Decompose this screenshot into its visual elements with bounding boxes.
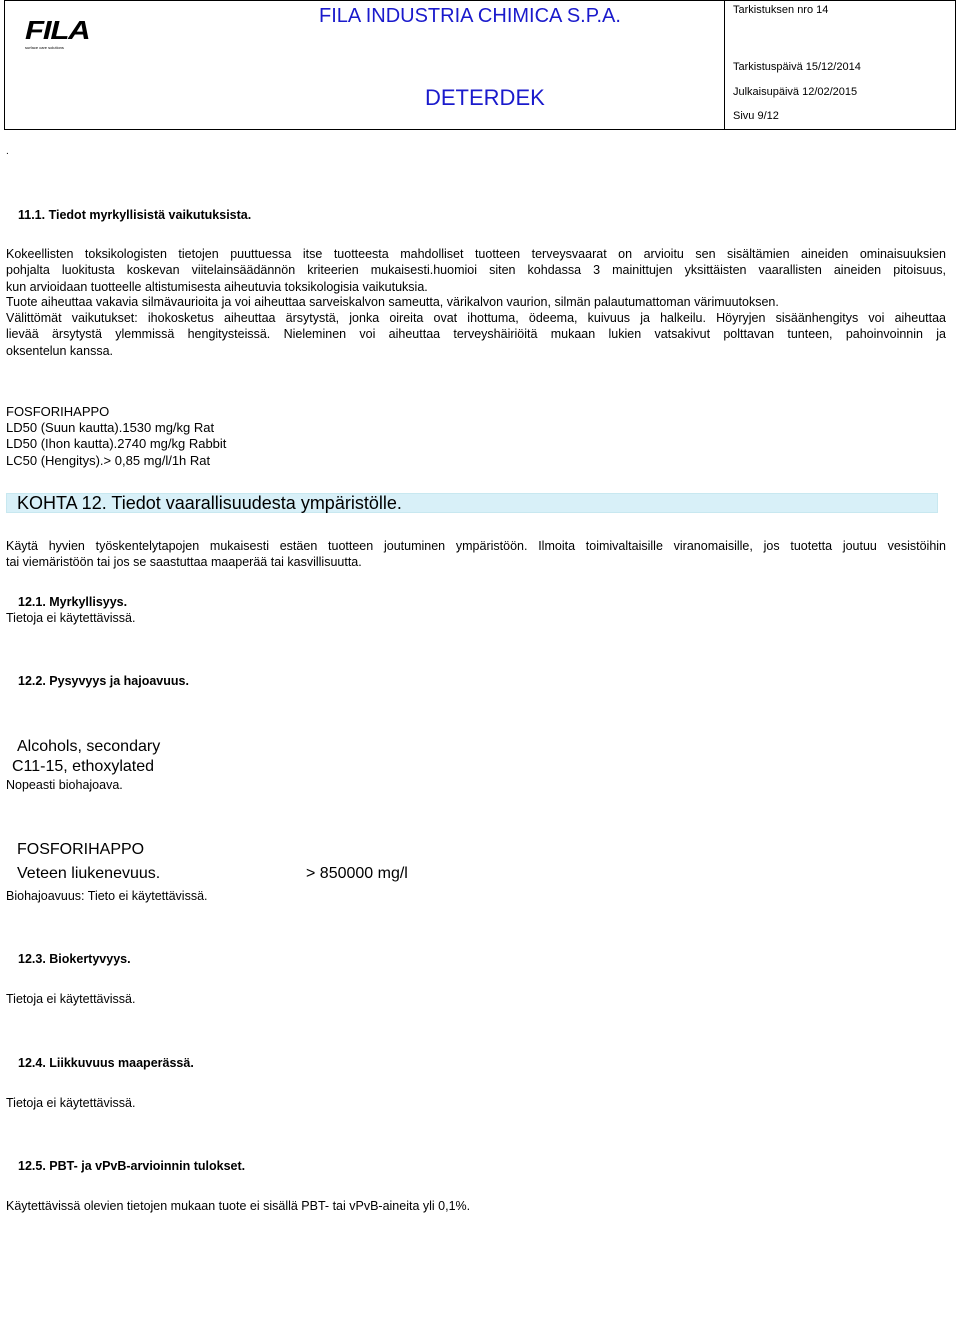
intro-line2: tai viemäristöön tai jos se saastuttaa maaperää tai kasvillisuutta. bbox=[6, 555, 362, 570]
substance-name: FOSFORIHAPPO bbox=[6, 404, 110, 419]
page-number: Sivu 9/12 bbox=[733, 110, 779, 122]
bioaccumulation-text: Tietoja ei käytettävissä. bbox=[6, 992, 136, 1006]
company-name: FILA INDUSTRIA CHIMICA S.P.A. bbox=[319, 5, 621, 27]
heading-12-2: 12.2. Pysyvyys ja hajoavuus. bbox=[18, 674, 189, 688]
revision-date: Tarkistuspäivä 15/12/2014 bbox=[733, 61, 861, 73]
p3-line1: Välittömät vaikutukset: ihokosketus aiheuttaa ärsytystä, jonka oireita ovat ihottuma, ödeema, kuivuus ja halkeilu. Höyryjen sisäänhengitys voi aiheuttaa bbox=[6, 311, 946, 325]
section-12-banner bbox=[6, 493, 938, 513]
lc50-inhalation: LC50 (Hengitys).> 0,85 mg/l/1h Rat bbox=[6, 453, 211, 468]
stray-dot: . bbox=[6, 146, 9, 157]
p3-line3: oksentelun kanssa. bbox=[6, 343, 114, 358]
ld50-dermal: LD50 (Ihon kautta).2740 mg/kg Rabbit bbox=[6, 436, 227, 451]
p3-line2: lievää ärsytystä ylemmissä hengitysteissä. Nieleminen voi aiheuttaa terveyshäiriöitä mukaan lukien vatsakivut polttavan tunteen, pahoinvoinnin ja bbox=[6, 327, 946, 342]
toxicology-paragraph-3 bbox=[6, 310, 946, 359]
heading-12-3: 12.3. Biokertyvyys. bbox=[18, 952, 131, 966]
environment-intro bbox=[6, 538, 946, 571]
section-12-title: KOHTA 12. Tiedot vaarallisuudesta ympäristölle. bbox=[17, 493, 402, 513]
heading-11-1: 11.1. Tiedot myrkyllisistä vaikutuksista. bbox=[18, 208, 252, 222]
publish-date: Julkaisupäivä 12/02/2015 bbox=[733, 86, 858, 98]
intro-line1: Käytä hyvien työskentelytapojen mukaisesti estäen tuotteen joutuminen ympäristöön. Ilmoita toimivaltaisille viranomaisille, jos tuotetta joutuu vesistöihin bbox=[6, 539, 946, 553]
water-solubility-value: > 850000 mg/l bbox=[306, 865, 408, 882]
alcohols-name-line1: Alcohols, secondary bbox=[17, 738, 161, 755]
fila-logo bbox=[21, 13, 90, 50]
p1-line2: pohjalta luokitusta koskevan viitelainsäädännön kriteerien mukaisesti.huomioi siten kohdassa 3 mainittujen yksittäisten vaarallisten aineiden pitoisuus, bbox=[6, 263, 946, 278]
fosforihappo-name: FOSFORIHAPPO bbox=[17, 841, 145, 858]
fosforihappo-biodegradability: Biohajoavuus: Tieto ei käytettävissä. bbox=[6, 889, 208, 903]
mobility-text: Tietoja ei käytettävissä. bbox=[6, 1096, 136, 1110]
revision-number: Tarkistuksen nro 14 bbox=[733, 4, 829, 16]
product-name: DETERDEK bbox=[425, 85, 545, 110]
toxicology-paragraph-2: Tuote aiheuttaa vakavia silmävaurioita ja voi aiheuttaa sarveiskalvon sameutta, värikalvon vaurion, silmän palautumattoman värimuutoksen. bbox=[6, 295, 779, 309]
water-solubility-label: Veteen liukenevuus. bbox=[17, 865, 161, 882]
logo-wordmark: FILA bbox=[25, 15, 90, 45]
p1-line3: kun arvioidaan tuotteelle altistumisesta aiheutuvia toksikologisia vaikutuksia. bbox=[6, 279, 428, 294]
document-header bbox=[4, 0, 956, 130]
p1-line1: Kokeellisten toksikologisten tietojen puuttuessa itse tuotteesta mahdolliset tuotteen terveysvaarat on arvioitu sen sisältämien aineiden ominaisuuksien bbox=[6, 247, 946, 261]
alcohols-degradability: Nopeasti biohajoava. bbox=[6, 778, 123, 792]
toxicology-paragraph-1 bbox=[6, 246, 946, 295]
pbt-text: Käytettävissä olevien tietojen mukaan tuote ei sisällä PBT- tai vPvB-aineita yli 0,1%. bbox=[6, 1199, 471, 1213]
toxicity-text: Tietoja ei käytettävissä. bbox=[6, 611, 136, 625]
ld50-oral: LD50 (Suun kautta).1530 mg/kg Rat bbox=[6, 420, 215, 435]
alcohols-name-line2: C11-15, ethoxylated bbox=[12, 758, 155, 775]
logo-tagline: surface care solutions bbox=[25, 45, 64, 50]
heading-12-5: 12.5. PBT- ja vPvB-arvioinnin tulokset. bbox=[18, 1159, 246, 1173]
heading-12-4: 12.4. Liikkuvuus maaperässä. bbox=[18, 1056, 194, 1070]
heading-12-1: 12.1. Myrkyllisyys. bbox=[18, 595, 128, 609]
header-divider bbox=[724, 1, 725, 129]
